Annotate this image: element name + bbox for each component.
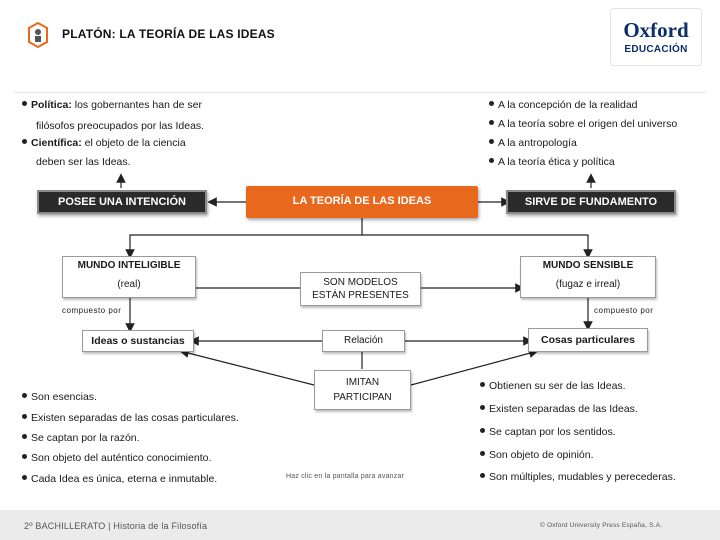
brand-name: Oxford [623,18,689,42]
footer-course: 2º BACHILLERATO | Historia de la Filosofía [24,521,208,531]
sensible-sub: (fugaz e irreal) [555,279,621,290]
bullet-label: Política: [31,99,72,111]
bullet-icon [22,434,27,439]
bullet-text: A la teoría sobre el origen del universo [498,118,678,130]
bullet-text: A la teoría ética y política [498,156,615,168]
things-bullet [480,471,676,483]
relation-box[interactable]: Relación [322,330,405,352]
bullet-icon [480,473,485,478]
bullet-label: Científica: [31,137,82,149]
models-box[interactable] [300,272,421,306]
models-line2: ESTÁN PRESENTES [312,290,409,301]
theory-box[interactable]: LA TEORÍA DE LAS IDEAS [246,186,478,218]
bullet-text: los gobernantes han de ser [71,99,203,111]
right-bullet [489,118,677,130]
ideas-bullet [22,412,239,424]
things-bullet [480,403,638,415]
bullet-cientifica [22,137,186,149]
bullet-icon [22,101,27,106]
things-bullet [480,380,626,392]
bullet-text: Existen separadas de las cosas particulares. [31,412,239,424]
bullet-text: A la concepción de la realidad [498,99,638,111]
right-bullet [489,156,615,168]
imitate-line2: PARTICIPAN [333,392,392,403]
bullet-icon [480,405,485,410]
composed-label-left: compuesto por [62,306,122,315]
bullet-icon [22,414,27,419]
bullet-text: Se captan por los sentidos. [489,426,616,438]
bullet-text: el objeto de la ciencia [81,137,186,149]
intention-box[interactable]: POSEE UNA INTENCIÓN [37,190,207,214]
things-bullet [480,449,594,461]
bullet-politica-cont: filósofos preocupados por las Ideas. [36,120,205,132]
page-title: PLATÓN: LA TEORÍA DE LAS IDEAS [62,27,275,41]
bullet-text: Son esencias. [31,391,97,403]
intelligible-title: MUNDO INTELIGIBLE [77,260,181,271]
bullet-icon [480,382,485,387]
things-box[interactable]: Cosas particulares [528,328,648,352]
bullet-icon [22,393,27,398]
foundation-box[interactable]: SIRVE DE FUNDAMENTO [506,190,676,214]
bullet-icon [489,139,494,144]
bullet-text: Existen separadas de las Ideas. [489,403,638,415]
footer-copyright: © Oxford University Press España, S.A. [540,522,663,529]
composed-label-right: compuesto por [594,306,654,315]
ideas-bullet [22,452,211,464]
bullet-politica [22,99,202,111]
bullet-icon [480,451,485,456]
right-bullet [489,99,638,111]
ideas-bullet [22,432,140,444]
advance-hint[interactable]: Haz clic en la pantalla para avanzar [286,473,405,480]
things-bullet [480,426,616,438]
bullet-text: Son objeto del auténtico conocimiento. [31,452,212,464]
bullet-icon [22,139,27,144]
bullet-text: Son múltiples, mudables y perecederas. [489,471,676,483]
sensible-title: MUNDO SENSIBLE [542,260,634,271]
imitate-line1: IMITAN [345,377,380,388]
intelligible-sub: (real) [117,279,141,290]
bullet-text: Son objeto de opinión. [489,449,594,461]
sensible-world-box[interactable] [520,256,656,298]
ideas-bullet [22,391,97,403]
bullet-text: Obtienen su ser de las Ideas. [489,380,626,392]
imitate-box[interactable] [314,370,411,410]
models-line1: SON MODELOS [323,277,398,288]
bullet-icon [22,475,27,480]
bullet-icon [480,428,485,433]
brand-sub: EDUCACIÓN [624,44,688,55]
bullet-icon [489,120,494,125]
ideas-bullet [22,473,217,485]
bullet-text: Cada Idea es única, eterna e inmutable. [31,473,218,485]
intelligible-world-box[interactable] [62,256,196,298]
bullet-icon [489,158,494,163]
bullet-cientifica-cont: deben ser las Ideas. [36,156,131,168]
bullet-icon [22,454,27,459]
bullet-text: Se captan por la razón. [31,432,140,444]
right-bullet [489,137,577,149]
bullet-text: A la antropología [498,137,577,149]
ideas-box[interactable]: Ideas o sustancias [82,330,194,352]
bullet-icon [489,101,494,106]
